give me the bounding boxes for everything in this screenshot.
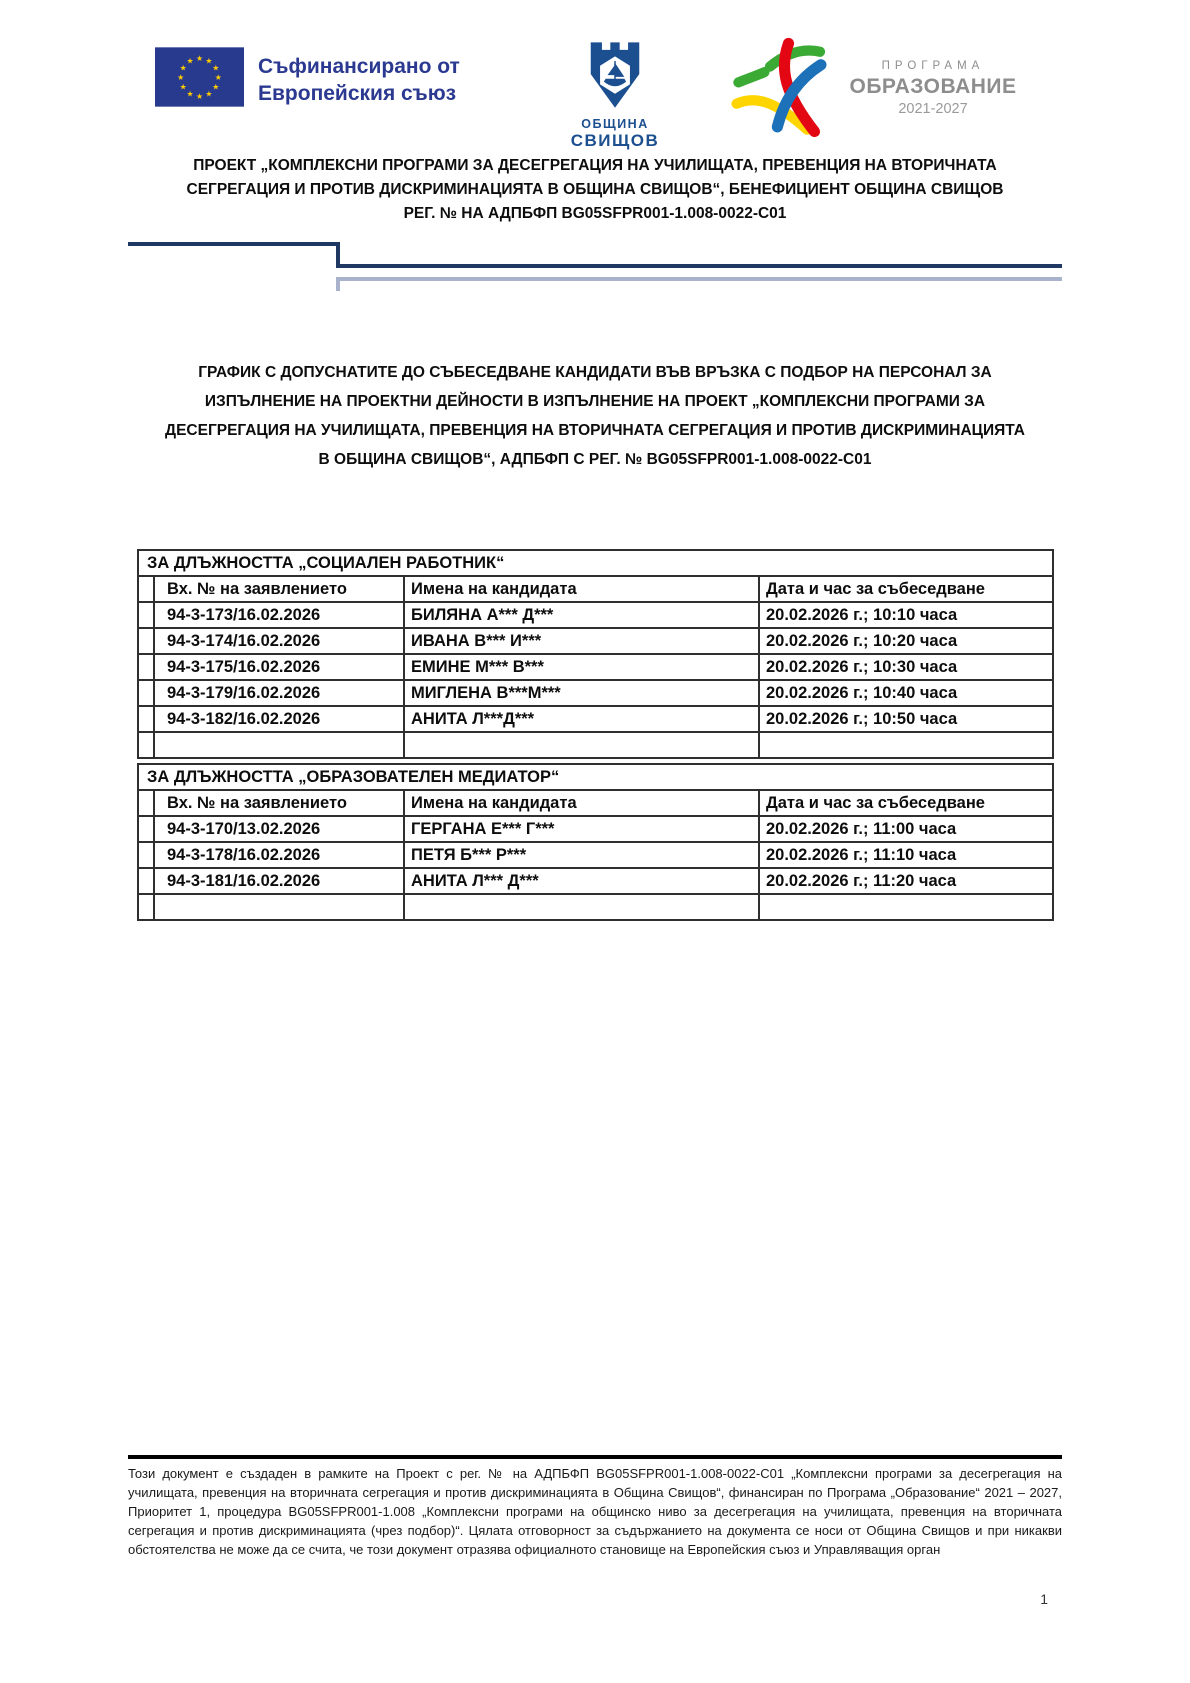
document-title-line3: ДЕСЕГРЕГАЦИЯ НА УЧИЛИЩАТА, ПРЕВЕНЦИЯ НА ВТОРИЧНАТА СЕГРЕГАЦИЯ И ПРОТИВ ДИСКРИМИНАЦИЯТА [165, 422, 1025, 439]
table-row [138, 842, 1053, 868]
header-cell-blank [138, 576, 154, 602]
education-program-label [843, 60, 1023, 117]
svg-text:★: ★ [205, 56, 213, 66]
table-row [138, 602, 1053, 628]
header-cell-interview-datetime: Дата и час за събеседване [759, 790, 1053, 816]
table-row [138, 628, 1053, 654]
svg-text:★: ★ [205, 89, 213, 99]
svg-text:★: ★ [186, 56, 194, 66]
program-word: ПРОГРАМА [881, 60, 985, 72]
cell-blank [404, 732, 759, 758]
cell-candidate-name: ГЕРГАНА Е*** Г*** [404, 816, 759, 842]
table-row [138, 654, 1053, 680]
cell-candidate-name: БИЛЯНА А*** Д*** [404, 602, 759, 628]
cell-candidate-name: АНИТА Л*** Д*** [404, 868, 759, 894]
cell-interview-datetime: 20.02.2026 г.; 11:10 часа [759, 842, 1053, 868]
cell-blank [759, 732, 1053, 758]
eu-cofunded-line2: Европейския съюз [258, 82, 457, 105]
cell-interview-datetime: 20.02.2026 г.; 10:50 часа [759, 706, 1053, 732]
svishtov-emblem-icon [587, 42, 643, 110]
cell-candidate-name: АНИТА Л***Д*** [404, 706, 759, 732]
cell-blank [138, 816, 154, 842]
project-header-line3: РЕГ. № НА АДПБФП BG05SFPR001-1.008-0022-C01 [403, 205, 787, 222]
table-row [138, 680, 1053, 706]
section-row [138, 550, 1053, 576]
cell-interview-datetime: 20.02.2026 г.; 10:40 часа [759, 680, 1053, 706]
header-row [138, 576, 1053, 602]
cell-blank [138, 732, 154, 758]
empty-row [138, 732, 1053, 758]
document-title [120, 358, 1070, 474]
cell-interview-datetime: 20.02.2026 г.; 10:20 часа [759, 628, 1053, 654]
header-cell-candidate-name: Имена на кандидата [404, 790, 759, 816]
divider-navy-lower [336, 264, 1062, 268]
municipality-name-line2: СВИЩОВ [570, 131, 660, 150]
cell-interview-datetime: 20.02.2026 г.; 10:10 часа [759, 602, 1053, 628]
section-title: ЗА ДЛЪЖНОСТТА „СОЦИАЛЕН РАБОТНИК“ [138, 550, 1053, 576]
project-header [120, 154, 1070, 226]
cell-blank [138, 654, 154, 680]
stepped-divider [128, 242, 1062, 294]
table-row [138, 868, 1053, 894]
cell-entry-number: 94-3-182/16.02.2026 [154, 706, 404, 732]
education-program-ribbons-icon [731, 36, 833, 138]
table-row [138, 816, 1053, 842]
document-title-line4: В ОБЩИНА СВИЩОВ“, АДПБФП С РЕГ. № BG05SFPR001-1.008-0022-C01 [318, 451, 872, 468]
svg-text:★: ★ [212, 63, 220, 73]
cell-entry-number: 94-3-173/16.02.2026 [154, 602, 404, 628]
municipality-name-line1: ОБЩИНА [581, 117, 649, 131]
svg-text:★: ★ [179, 63, 187, 73]
program-name: ОБРАЗОВАНИЕ [849, 75, 1017, 98]
cell-interview-datetime: 20.02.2026 г.; 11:00 часа [759, 816, 1053, 842]
cell-entry-number: 94-3-175/16.02.2026 [154, 654, 404, 680]
table-row [138, 706, 1053, 732]
section-row [138, 764, 1053, 790]
cell-blank [154, 894, 404, 920]
project-header-line1: ПРОЕКТ „КОМПЛЕКСНИ ПРОГРАМИ ЗА ДЕСЕГРЕГАЦИЯ НА УЧИЛИЩАТА, ПРЕВЕНЦИЯ НА ВТОРИЧНАТА [193, 157, 997, 174]
eu-flag-icon [155, 47, 244, 107]
svg-text:★: ★ [195, 54, 204, 64]
cell-blank [138, 706, 154, 732]
project-header-line2: СЕГРЕГАЦИЯ И ПРОТИВ ДИСКРИМИНАЦИЯТА В ОБЩИНА СВИЩОВ“, БЕНЕФИЦИЕНТ ОБЩИНА СВИЩОВ [186, 181, 1004, 198]
cell-entry-number: 94-3-181/16.02.2026 [154, 868, 404, 894]
svg-text:★: ★ [195, 91, 204, 101]
header-row [138, 790, 1053, 816]
eu-cofunded-line1: Съфинансирано от [258, 55, 460, 78]
divider-shadow-line [336, 277, 1062, 281]
cell-blank [138, 868, 154, 894]
schedule-table-educational-mediator [137, 763, 1054, 921]
svg-text:★: ★ [212, 82, 220, 92]
document-title-line1: ГРАФИК С ДОПУСНАТИТЕ ДО СЪБЕСЕДВАНЕ КАНДИДАТИ ВЪВ ВРЪЗКА С ПОДБОР НА ПЕРСОНАЛ ЗА [198, 364, 992, 381]
cell-interview-datetime: 20.02.2026 г.; 11:20 часа [759, 868, 1053, 894]
document-title-line2: ИЗПЪЛНЕНИЕ НА ПРОЕКТНИ ДЕЙНОСТИ В ИЗПЪЛНЕНИЕ НА ПРОЕКТ „КОМПЛЕКСНИ ПРОГРАМИ ЗА [204, 393, 986, 410]
cell-candidate-name: ИВАНА В*** И*** [404, 628, 759, 654]
cell-candidate-name: ЕМИНЕ М*** В*** [404, 654, 759, 680]
footer-rule [128, 1455, 1062, 1459]
divider-shadow-step [336, 277, 340, 291]
program-years: 2021-2027 [898, 101, 968, 117]
svg-text:★: ★ [179, 82, 187, 92]
header-cell-entry-number: Вх. № на заявлението [154, 576, 404, 602]
eu-cofunded-label [258, 53, 460, 107]
page-number: 1 [1040, 1591, 1048, 1607]
empty-row [138, 894, 1053, 920]
cell-blank [138, 894, 154, 920]
cell-candidate-name: ПЕТЯ Б*** Р*** [404, 842, 759, 868]
footer-disclaimer: Този документ е създаден в рамките на Проект с рег. № на АДПБФП BG05SFPR001-1.008-0022-C01 „Комплексни програми за десегрегация на училищата, превенция на вторичната сегрегация и против дискриминацията в Община Свищов“, финансиран по Програма „Образование“ 2021 – 2027, Приоритет 1, процедура BG05SFPR001-1.008 „Комплексни програми на общинско ниво за десегрегация на училищата, превенция на вторичната сегрегация и против дискриминацията (чрез подбор)“. Цялата отговорност за съдържанието на документа се носи от Община Свищов и при никакви обстоятелства не може да се счита, че този документ отразява официалното становище на Европейския съюз и Управляващия орган [128, 1466, 1062, 1557]
cell-blank [404, 894, 759, 920]
header-cell-blank [138, 790, 154, 816]
svg-text:★: ★ [177, 72, 185, 82]
header-cell-interview-datetime: Дата и час за събеседване [759, 576, 1053, 602]
svg-text:★: ★ [214, 72, 222, 82]
cell-entry-number: 94-3-179/16.02.2026 [154, 680, 404, 706]
cell-entry-number: 94-3-174/16.02.2026 [154, 628, 404, 654]
cell-blank [138, 602, 154, 628]
cell-blank [154, 732, 404, 758]
svishtov-municipality-logo [560, 42, 670, 151]
divider-navy-upper [128, 242, 340, 246]
section-title: ЗА ДЛЪЖНОСТТА „ОБРАЗОВАТЕЛЕН МЕДИАТОР“ [138, 764, 1053, 790]
cell-blank [138, 628, 154, 654]
header-cell-candidate-name: Имена на кандидата [404, 576, 759, 602]
cell-blank [138, 842, 154, 868]
cell-entry-number: 94-3-170/13.02.2026 [154, 816, 404, 842]
cell-blank [138, 680, 154, 706]
schedule-table-social-worker [137, 549, 1054, 759]
cell-entry-number: 94-3-178/16.02.2026 [154, 842, 404, 868]
cell-candidate-name: МИГЛЕНА В***М*** [404, 680, 759, 706]
cell-interview-datetime: 20.02.2026 г.; 10:30 часа [759, 654, 1053, 680]
cell-blank [759, 894, 1053, 920]
svg-text:★: ★ [186, 89, 194, 99]
header-cell-entry-number: Вх. № на заявлението [154, 790, 404, 816]
